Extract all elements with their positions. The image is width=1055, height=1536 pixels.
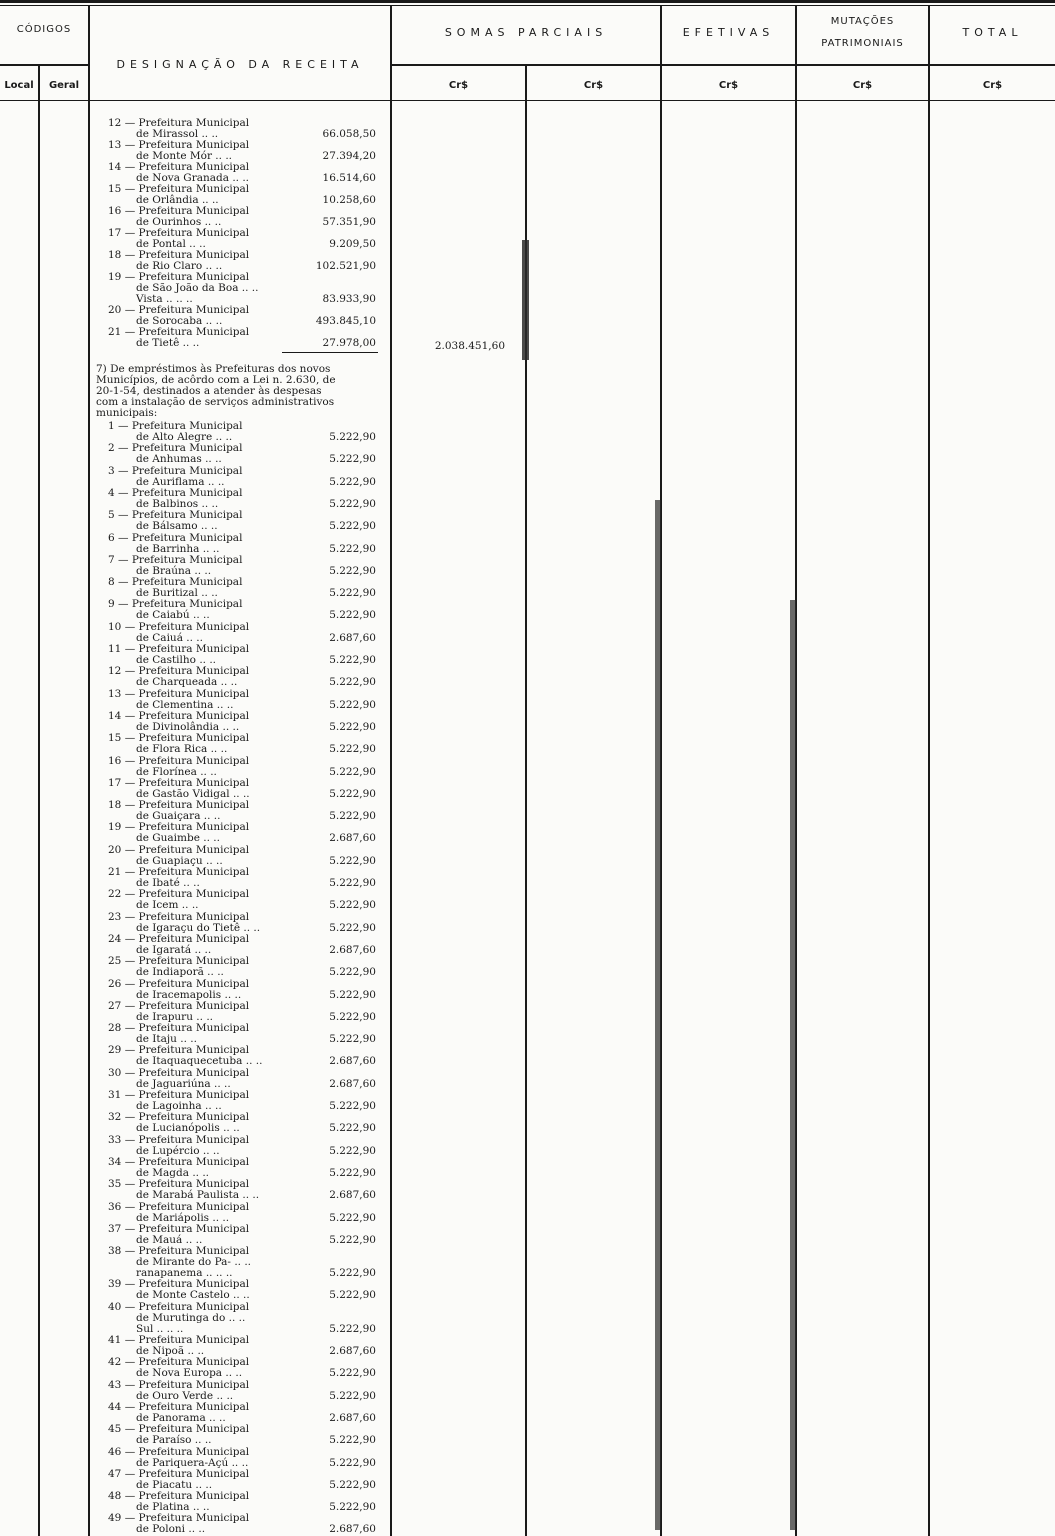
item-title: 40 — Prefeitura Municipal (108, 1300, 250, 1313)
item-municipality: de Sorocaba .. .. (136, 315, 223, 327)
item-title: 13 — Prefeitura Municipal (108, 139, 250, 151)
item-value: 66.058,50 (322, 128, 376, 140)
item-municipality-cont: ranapanema .. .. .. (136, 1267, 233, 1280)
item-title: 42 — Prefeitura Municipal (108, 1356, 250, 1369)
item-title: 38 — Prefeitura Municipal (108, 1245, 250, 1258)
header-efetivas: EFETIVAS (682, 26, 775, 39)
item-title: 39 — Prefeitura Municipal (108, 1278, 250, 1291)
intro-paragraph-line: Municípios, de acôrdo com a Lei n. 2.630, de (96, 374, 336, 386)
item-value: 5.222,90 (329, 654, 376, 666)
item-municipality: de Mirassol .. .. (136, 128, 219, 140)
item-title: 37 — Prefeitura Municipal (108, 1222, 250, 1235)
item-title: 9 — Prefeitura Municipal (108, 598, 243, 611)
item-municipality: de Divinolândia .. .. (136, 720, 240, 733)
header-mutacoes: MUTAÇÕES (830, 16, 895, 27)
item-municipality: de Florínea .. .. (136, 765, 217, 778)
item-municipality: de Flora Rica .. .. (136, 743, 228, 756)
header-local: Local (4, 80, 34, 91)
header-codigos: CÓDIGOS (16, 24, 72, 35)
item-municipality: de Piacatu .. .. (136, 1478, 213, 1491)
item-value: 5.222,90 (329, 1501, 376, 1514)
item-title: 13 — Prefeitura Municipal (108, 687, 250, 700)
item-title: 12 — Prefeitura Municipal (108, 117, 250, 129)
item-municipality: de Ouro Verde .. .. (136, 1389, 234, 1402)
item-value: 57.351,90 (322, 216, 376, 228)
item-value: 5.222,90 (329, 899, 376, 912)
item-municipality: de Nova Europa .. .. (136, 1367, 243, 1380)
item-value: 5.222,90 (329, 1033, 376, 1046)
item-value: 5.222,90 (329, 1322, 376, 1335)
item-municipality: de Mauá .. .. (136, 1233, 203, 1246)
item-title: 24 — Prefeitura Municipal (108, 932, 250, 945)
item-title: 23 — Prefeitura Municipal (108, 910, 250, 923)
item-title: 15 — Prefeitura Municipal (108, 732, 250, 745)
item-value: 2.687,60 (329, 1077, 376, 1090)
item-title: 14 — Prefeitura Municipal (108, 161, 250, 173)
item-municipality: de Lupércio .. .. (136, 1144, 220, 1157)
item-municipality: de Orlândia .. .. (136, 194, 219, 206)
item-value: 5.222,90 (329, 1434, 376, 1447)
item-value: 5.222,90 (329, 520, 376, 533)
item-value: 102.521,90 (315, 260, 376, 272)
item-municipality: de Monte Castelo .. .. (136, 1289, 250, 1302)
item-municipality: de Lucianópolis .. .. (136, 1122, 240, 1135)
item-value: 2.687,60 (329, 1055, 376, 1068)
item-value: 5.222,90 (329, 542, 376, 555)
item-municipality: de Murutinga do .. .. (136, 1311, 246, 1324)
item-title: 46 — Prefeitura Municipal (108, 1445, 250, 1458)
item-value: 5.222,90 (329, 564, 376, 577)
group-subtotal: 2.038.451,60 (434, 340, 505, 352)
item-value: 5.222,90 (329, 698, 376, 711)
item-municipality: de Charqueada .. .. (136, 676, 238, 689)
item-value: 5.222,90 (329, 453, 376, 466)
item-value: 493.845,10 (315, 315, 376, 327)
item-title: 17 — Prefeitura Municipal (108, 227, 250, 239)
header-total: TOTAL (962, 26, 1023, 39)
item-municipality: de Anhumas .. .. (136, 453, 222, 466)
item-title: 20 — Prefeitura Municipal (108, 843, 250, 856)
currency-mutacoes: Cr$ (852, 80, 873, 91)
item-value: 5.222,90 (329, 765, 376, 778)
item-municipality: de Tietê .. .. (136, 337, 200, 349)
item-title: 20 — Prefeitura Municipal (108, 304, 250, 316)
item-municipality: de Pontal .. .. (136, 238, 206, 250)
item-value: 5.222,90 (329, 1389, 376, 1402)
item-municipality: de Itaju .. .. (136, 1033, 197, 1046)
item-title: 33 — Prefeitura Municipal (108, 1133, 250, 1146)
item-title: 27 — Prefeitura Municipal (108, 999, 250, 1012)
intro-paragraph-line: com a instalação de serviços administrativos (96, 396, 335, 408)
item-title: 16 — Prefeitura Municipal (108, 205, 250, 217)
item-value: 5.222,90 (329, 1267, 376, 1280)
header-geral: Geral (48, 80, 80, 91)
item-municipality: de Irapuru .. .. (136, 1010, 213, 1023)
item-value: 5.222,90 (329, 720, 376, 733)
header-patrimoniais: PATRIMONIAIS (821, 38, 904, 49)
item-municipality: de Pariquera-Açú .. .. (136, 1456, 249, 1469)
item-title: 43 — Prefeitura Municipal (108, 1378, 250, 1391)
item-value: 2.687,60 (329, 1523, 376, 1536)
item-value: 5.222,90 (329, 1010, 376, 1023)
item-municipality: de Ourinhos .. .. (136, 216, 222, 228)
item-municipality: de Magda .. .. (136, 1166, 210, 1179)
item-municipality: de Marabá Paulista .. .. (136, 1189, 260, 1202)
item-title: 41 — Prefeitura Municipal (108, 1334, 250, 1346)
item-municipality: de Rio Claro .. .. (136, 260, 223, 272)
item-title: 28 — Prefeitura Municipal (108, 1022, 250, 1035)
item-title: 19 — Prefeitura Municipal (108, 271, 250, 283)
item-municipality: de Platina .. .. (136, 1501, 210, 1514)
item-value: 5.222,90 (329, 1100, 376, 1112)
item-value: 5.222,90 (329, 1122, 376, 1135)
item-value: 5.222,90 (329, 676, 376, 689)
item-title: 48 — Prefeitura Municipal (108, 1490, 250, 1503)
item-title: 17 — Prefeitura Municipal (108, 776, 250, 789)
intro-paragraph-line: 20-1-54, destinados a atender às despesas (96, 385, 322, 397)
item-title: 6 — Prefeitura Municipal (108, 531, 243, 544)
item-municipality: de Poloni .. .. (136, 1523, 206, 1536)
item-value: 5.222,90 (329, 787, 376, 800)
item-value: 2.687,60 (329, 1189, 376, 1202)
item-municipality: de Ibaté .. .. (136, 877, 200, 889)
item-municipality: de Nova Granada .. .. (136, 172, 250, 184)
item-value: 5.222,90 (329, 1166, 376, 1179)
item-title: 1 — Prefeitura Municipal (108, 420, 243, 432)
item-municipality: de Bálsamo .. .. (136, 520, 218, 533)
item-title: 3 — Prefeitura Municipal (108, 464, 243, 477)
item-municipality: de Paraíso .. .. (136, 1434, 212, 1447)
item-value: 2.687,60 (329, 832, 376, 845)
item-title: 26 — Prefeitura Municipal (108, 977, 250, 990)
item-title: 12 — Prefeitura Municipal (108, 665, 250, 678)
currency-somas-2: Cr$ (583, 80, 604, 91)
item-title: 15 — Prefeitura Municipal (108, 183, 250, 195)
item-value: 27.394,20 (322, 150, 376, 162)
item-title: 18 — Prefeitura Municipal (108, 249, 250, 261)
item-value: 5.222,90 (329, 966, 376, 979)
item-municipality: de Jaguariúna .. .. (136, 1077, 231, 1090)
item-title: 21 — Prefeitura Municipal (108, 866, 250, 878)
item-value: 2.687,60 (329, 943, 376, 956)
item-value: 5.222,90 (329, 431, 376, 443)
item-title: 10 — Prefeitura Municipal (108, 620, 250, 633)
item-title: 29 — Prefeitura Municipal (108, 1044, 250, 1057)
item-value: 5.222,90 (329, 921, 376, 934)
item-municipality: de Panorama .. .. (136, 1411, 226, 1424)
item-value: 5.222,90 (329, 810, 376, 823)
item-municipality: de Lagoinha .. .. (136, 1100, 222, 1112)
item-municipality: de Indiaporã .. .. (136, 966, 224, 979)
currency-somas-1: Cr$ (448, 80, 469, 91)
item-municipality: de Castilho .. .. (136, 654, 217, 666)
item-title: 8 — Prefeitura Municipal (108, 576, 243, 589)
item-municipality: de Alto Alegre .. .. (136, 431, 233, 443)
item-title: 4 — Prefeitura Municipal (108, 486, 243, 499)
item-municipality: de Guaimbe .. .. (136, 832, 220, 845)
item-municipality: de Iracemapolis .. .. (136, 988, 242, 1001)
item-title: 44 — Prefeitura Municipal (108, 1400, 250, 1413)
item-value: 5.222,90 (329, 1456, 376, 1469)
header-somas-parciais: SOMAS PARCIAIS (444, 26, 608, 39)
item-municipality: de Igaratá .. .. (136, 943, 212, 956)
item-value: 5.222,90 (329, 1478, 376, 1491)
item-municipality: de Igaraçu do Tietê .. .. (136, 921, 261, 934)
item-municipality: de Mariápolis .. .. (136, 1211, 230, 1224)
item-title: 32 — Prefeitura Municipal (108, 1111, 250, 1124)
item-municipality: de Caiuá .. .. (136, 631, 203, 644)
item-value: 5.222,90 (329, 743, 376, 756)
item-title: 36 — Prefeitura Municipal (108, 1200, 250, 1213)
item-municipality: de Guaiçara .. .. (136, 810, 221, 823)
item-municipality: de Auriflama .. .. (136, 475, 225, 488)
item-municipality: de Barrinha .. .. (136, 542, 220, 555)
item-municipality: de Monte Mór .. .. (136, 150, 232, 162)
item-value: 5.222,90 (329, 1144, 376, 1157)
item-municipality: de Guapiaçu .. .. (136, 854, 223, 867)
item-municipality: de Buritizal .. .. (136, 587, 218, 600)
item-municipality-cont: Sul .. .. .. (136, 1322, 184, 1335)
item-title: 18 — Prefeitura Municipal (108, 799, 250, 812)
item-title: 31 — Prefeitura Municipal (108, 1089, 250, 1101)
item-title: 5 — Prefeitura Municipal (108, 509, 243, 522)
item-value: 16.514,60 (322, 172, 376, 184)
item-title: 49 — Prefeitura Municipal (108, 1512, 250, 1525)
item-value: 5.222,90 (329, 497, 376, 510)
item-title: 25 — Prefeitura Municipal (108, 955, 250, 968)
item-title: 30 — Prefeitura Municipal (108, 1066, 250, 1079)
item-value: 5.222,90 (329, 475, 376, 488)
item-title: 22 — Prefeitura Municipal (108, 888, 250, 901)
item-municipality-cont: Vista .. .. .. (136, 293, 193, 305)
item-value: 27.978,00 (322, 337, 376, 349)
header-designacao: DESIGNAÇÃO DA RECEITA (116, 58, 364, 71)
item-value: 9.209,50 (329, 238, 376, 250)
item-title: 7 — Prefeitura Municipal (108, 553, 243, 566)
item-value: 5.222,90 (329, 1233, 376, 1246)
item-value: 2.687,60 (329, 1345, 376, 1357)
item-title: 11 — Prefeitura Municipal (108, 643, 250, 655)
item-title: 34 — Prefeitura Municipal (108, 1155, 250, 1168)
item-value: 10.258,60 (322, 194, 376, 206)
item-value: 5.222,90 (329, 1289, 376, 1302)
item-value: 2.687,60 (329, 631, 376, 644)
item-value: 5.222,90 (329, 1211, 376, 1224)
item-title: 21 — Prefeitura Municipal (108, 326, 250, 338)
item-title: 16 — Prefeitura Municipal (108, 754, 250, 767)
item-municipality: de São João da Boa .. .. (136, 282, 259, 294)
item-municipality: de Nipoã .. .. (136, 1345, 205, 1357)
item-municipality: de Balbinos .. .. (136, 497, 219, 510)
currency-total: Cr$ (982, 80, 1003, 91)
item-value: 2.687,60 (329, 1411, 376, 1424)
item-value: 5.222,90 (329, 587, 376, 600)
item-municipality: de Gastão Vidigal .. .. (136, 787, 250, 800)
item-title: 47 — Prefeitura Municipal (108, 1467, 250, 1480)
item-title: 2 — Prefeitura Municipal (108, 442, 243, 455)
item-title: 35 — Prefeitura Municipal (108, 1178, 250, 1191)
item-value: 5.222,90 (329, 877, 376, 889)
item-municipality: de Clementina .. .. (136, 698, 234, 711)
item-municipality: de Mirante do Pa- .. .. (136, 1256, 252, 1269)
intro-paragraph-line: 7) De empréstimos às Prefeituras dos novos (96, 363, 331, 375)
item-title: 14 — Prefeitura Municipal (108, 709, 250, 722)
item-value: 5.222,90 (329, 609, 376, 622)
item-value: 5.222,90 (329, 1367, 376, 1380)
currency-efetivas: Cr$ (718, 80, 739, 91)
item-municipality: de Icem .. .. (136, 899, 199, 912)
item-title: 19 — Prefeitura Municipal (108, 821, 250, 834)
item-value: 5.222,90 (329, 988, 376, 1001)
item-municipality: de Caiabú .. .. (136, 609, 210, 622)
item-value: 83.933,90 (322, 293, 376, 305)
item-municipality: de Braúna .. .. (136, 564, 212, 577)
item-value: 5.222,90 (329, 854, 376, 867)
intro-paragraph-line: municipais: (96, 407, 158, 419)
item-municipality: de Itaquaquecetuba .. .. (136, 1055, 263, 1068)
item-title: 45 — Prefeitura Municipal (108, 1423, 250, 1436)
